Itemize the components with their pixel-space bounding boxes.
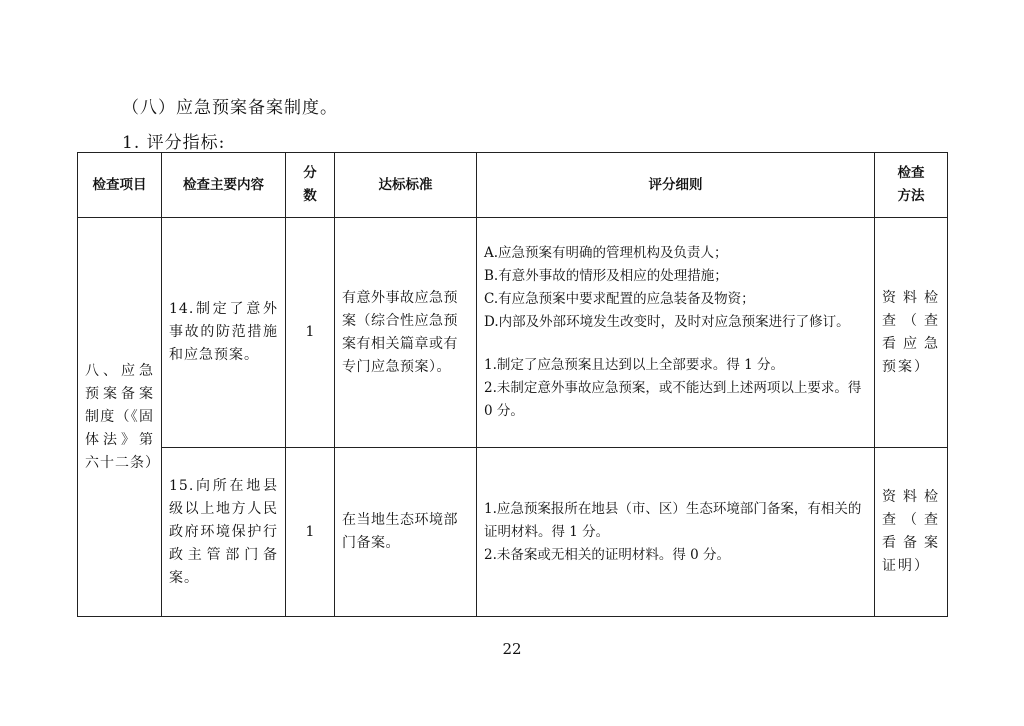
main-content-cell: 15.向所在地县级以上地方人民政府环境保护行政主管部门备案。 — [162, 448, 286, 617]
detail-spacer — [484, 334, 867, 354]
main-content-cell: 14.制定了意外事故的防范措施和应急预案。 — [162, 218, 286, 448]
header-standard: 达标标准 — [335, 153, 477, 218]
detail-cell — [477, 448, 875, 617]
header-method: 检查方法 — [875, 153, 948, 218]
detail-scoring-rule: 1.应急预案报所在地县（市、区）生态环境部门备案，有相关的证明材料。得 1 分。 — [484, 500, 862, 540]
scoring-table — [77, 152, 948, 617]
standard-cell: 有意外事故应急预案（综合性应急预案有相关篇章或有专门应急预案）。 — [335, 218, 477, 448]
method-cell: 资料检查（查看应急预案） — [875, 218, 948, 448]
score-cell: 1 — [286, 448, 335, 617]
table-row — [78, 448, 948, 617]
header-score: 分数 — [286, 153, 335, 218]
detail-criterion: A.应急预案有明确的管理机构及负责人； — [484, 245, 728, 261]
table-header-row — [78, 153, 948, 218]
method-cell: 资料检查（查看备案证明） — [875, 448, 948, 617]
detail-scoring-rule: 2.未备案或无相关的证明材料。得 0 分。 — [484, 546, 731, 563]
table-row — [78, 218, 948, 448]
sub-heading: 1. 评分指标: — [122, 133, 226, 153]
inspection-item-cell: 八、应急预案备案制度（《固体法》第六十二条） — [78, 218, 162, 617]
detail-criterion: D.内部及外部环境发生改变时，及时对应急预案进行了修订。 — [484, 314, 850, 330]
header-detail: 评分细则 — [477, 153, 875, 218]
header-item: 检查项目 — [78, 153, 162, 218]
section-heading: （八）应急预案备案制度。 — [122, 98, 338, 118]
score-cell: 1 — [286, 218, 335, 448]
standard-cell: 在当地生态环境部门备案。 — [335, 448, 477, 617]
detail-scoring-rule: 2.未制定意外事故应急预案，或不能达到上述两项以上要求。得 0 分。 — [484, 380, 862, 419]
page-number: 22 — [502, 640, 522, 658]
detail-criterion: C.有应急预案中要求配置的应急装备及物资； — [484, 291, 755, 307]
detail-cell — [477, 218, 875, 448]
detail-scoring-rule: 1.制定了应急预案且达到以上全部要求。得 1 分。 — [484, 357, 785, 373]
header-content: 检查主要内容 — [162, 153, 286, 218]
detail-criterion: B.有意外事故的情形及相应的处理措施； — [484, 268, 728, 284]
